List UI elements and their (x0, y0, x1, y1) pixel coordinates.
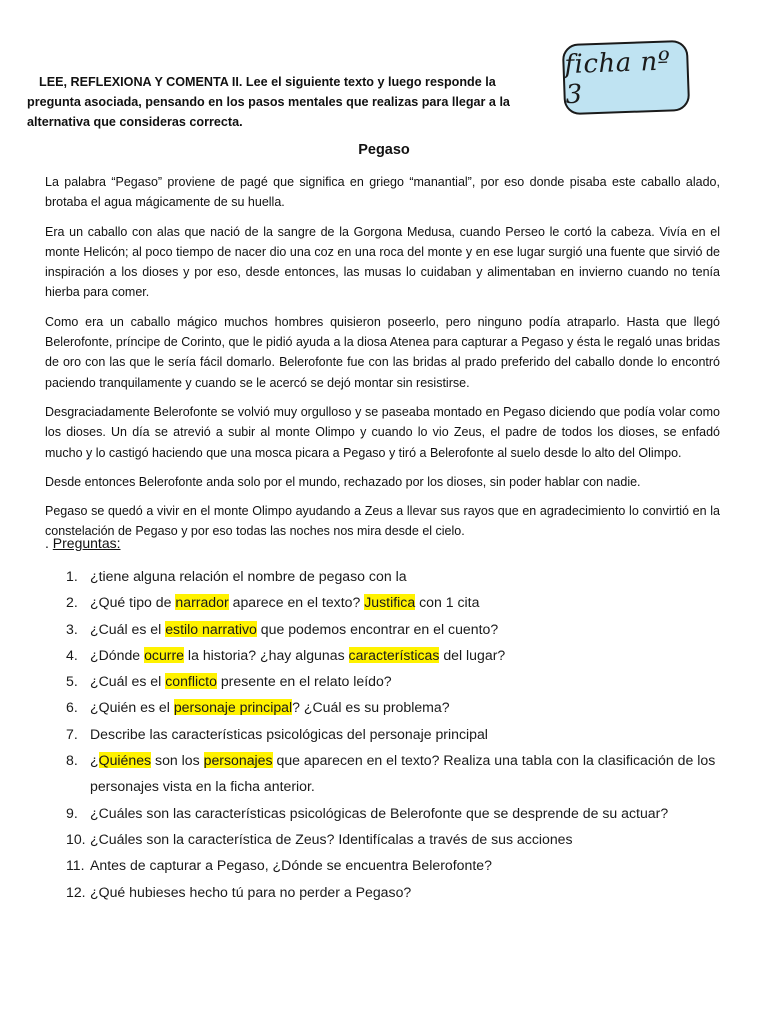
question-text: la historia? ¿hay algunas (184, 646, 349, 663)
question-item (66, 800, 726, 826)
question-text: presente en el relato leído? (216, 673, 392, 690)
question-item (66, 826, 726, 852)
question-item (66, 721, 726, 747)
story-paragraph: Desgraciadamente Belerofonte se volvió muy orgulloso y se paseaba montado en Pegaso diciendo que podía volar como los dioses. Un día se atrevió a subir al monte Olimpo y cuando lo vio Zeus, el padre de todos los dioses, se enfadó mucho y lo castigó haciendo que una mosca picara a Pegaso y tiró a Belerofonte al suelo desde lo alto del Olimpo. (45, 404, 720, 460)
story-paragraph: Pegaso se quedó a vivir en el monte Olimpo ayudando a Zeus a llevar sus rayos que en agradecimiento lo convirtió en la constelación de Pegaso y por eso todas las noches nos mira desde el cielo. (45, 504, 720, 539)
question-number: 11. (66, 857, 85, 874)
question-item (66, 589, 726, 615)
instructions-text: LEE, REFLEXIONA Y COMENTA II. Lee el siguiente texto y luego responde la pregunta asociada, pensando en los pasos mentales que realizas para llegar a la alternativa que consideras correcta. (27, 75, 510, 129)
question-number: 7. (66, 725, 78, 742)
question-item (66, 563, 726, 589)
question-number: 12. (66, 883, 86, 900)
highlighted-term: personajes (203, 752, 273, 769)
highlighted-term: ocurre (144, 646, 185, 663)
question-number: 5. (66, 673, 78, 690)
story-paragraph: Desde entonces Belerofonte anda solo por el mundo, rechazado por los dioses, sin poder hablar con nadie. (45, 474, 641, 489)
question-number: 4. (66, 646, 78, 663)
question-text: Antes de capturar a Pegaso, ¿Dónde se encuentra Belerofonte? (90, 857, 492, 874)
question-number: 8. (66, 752, 78, 769)
story-paragraph: Como era un caballo mágico muchos hombres quisieron poseerlo, pero ninguno podía atraparlo. Hasta que llegó Belerofonte, príncipe de Corinto, que le pidió ayuda a la diosa Atenea para capturar a Pegaso y ésta le regaló unas bridas de oro con las que le sería fácil domarlo. Belerofonte fue con las bridas al prado preferido del caballo donde lo encontró paciendo tranquilamente y cuando se le acercó se dejó montar sin resistirse. (45, 314, 720, 390)
story-title: Pegaso (358, 142, 410, 158)
question-text: Describe las características psicológicas del personaje principal (90, 725, 488, 742)
story-paragraph: La palabra “Pegaso” proviene de pagé que significa en griego “manantial”, por eso donde pisaba este caballo alado, brotaba el agua mágicamente de su huella. (45, 175, 720, 210)
question-number: 2. (66, 594, 78, 611)
questions-heading (45, 535, 121, 551)
question-item (66, 694, 726, 720)
question-number: 10. (66, 830, 86, 847)
question-number: 3. (66, 620, 78, 637)
question-text: ¿ (90, 752, 99, 769)
questions-heading-prefix: . (45, 535, 53, 551)
question-text: son los (151, 752, 204, 769)
question-text: que aparecen en el texto? Realiza una tabla con la clasificación de los personajes vista en la ficha anterior. (90, 752, 716, 795)
highlighted-term: conflicto (165, 673, 217, 690)
question-text: ¿Cuáles son las características psicológicas de Belerofonte que se desprende de su actuar? (90, 804, 669, 821)
question-text: ? ¿Cuál es su problema? (292, 699, 450, 716)
ficha-number-label: ficha nº 3 (563, 45, 671, 110)
highlighted-term: narrador (175, 594, 229, 611)
question-item (66, 668, 726, 694)
question-text: ¿Cuál es el (90, 620, 166, 637)
question-item (66, 852, 726, 878)
question-number: 1. (66, 568, 78, 584)
question-number: 6. (66, 699, 78, 716)
question-number: 9. (66, 804, 78, 821)
question-text: aparece en el texto? (228, 594, 365, 611)
question-item (66, 879, 726, 905)
question-text: ¿Qué hubieses hecho tú para no perder a Pegaso? (90, 883, 412, 900)
story-paragraph: Era un caballo con alas que nació de la sangre de la Gorgona Medusa, cuando Perseo le cortó la cabeza. Vivía en el monte Helicón; al poco tiempo de nacer dio una coz en una roca del monte y en ese lugar surgió una fuente que sirvió de inspiración a los dioses y por eso, desde entonces, las musas lo cuidaban y alimentaban en invierno cuando no tenía hierba para comer. (45, 224, 720, 300)
highlighted-term: estilo narrativo (165, 620, 257, 637)
highlighted-term: personaje principal (173, 699, 293, 716)
questions-list (66, 563, 726, 905)
question-text: que podemos encontrar en el cuento? (256, 620, 499, 637)
question-text: ¿Cuáles son la característica de Zeus? Identifícalas a través de sus acciones (90, 830, 573, 847)
questions-heading-label: Preguntas: (52, 535, 121, 551)
question-text: ¿Dónde (90, 646, 145, 663)
question-text: del lugar? (439, 646, 506, 663)
question-text: ¿Qué tipo de (90, 594, 176, 611)
question-text: con 1 cita (415, 594, 480, 611)
ficha-number-badge (562, 40, 690, 115)
question-text: ¿Cuál es el (90, 673, 166, 690)
question-text: ¿Quién es el (90, 699, 174, 716)
highlighted-term: características (348, 646, 440, 663)
highlighted-term: Justifica (364, 594, 416, 611)
question-text: ¿tiene alguna relación el nombre de pegaso con la (90, 568, 407, 584)
highlighted-term: Quiénes (98, 752, 152, 769)
question-item (66, 642, 726, 668)
question-item (66, 616, 726, 642)
question-item (66, 747, 726, 800)
story-text (45, 172, 720, 551)
